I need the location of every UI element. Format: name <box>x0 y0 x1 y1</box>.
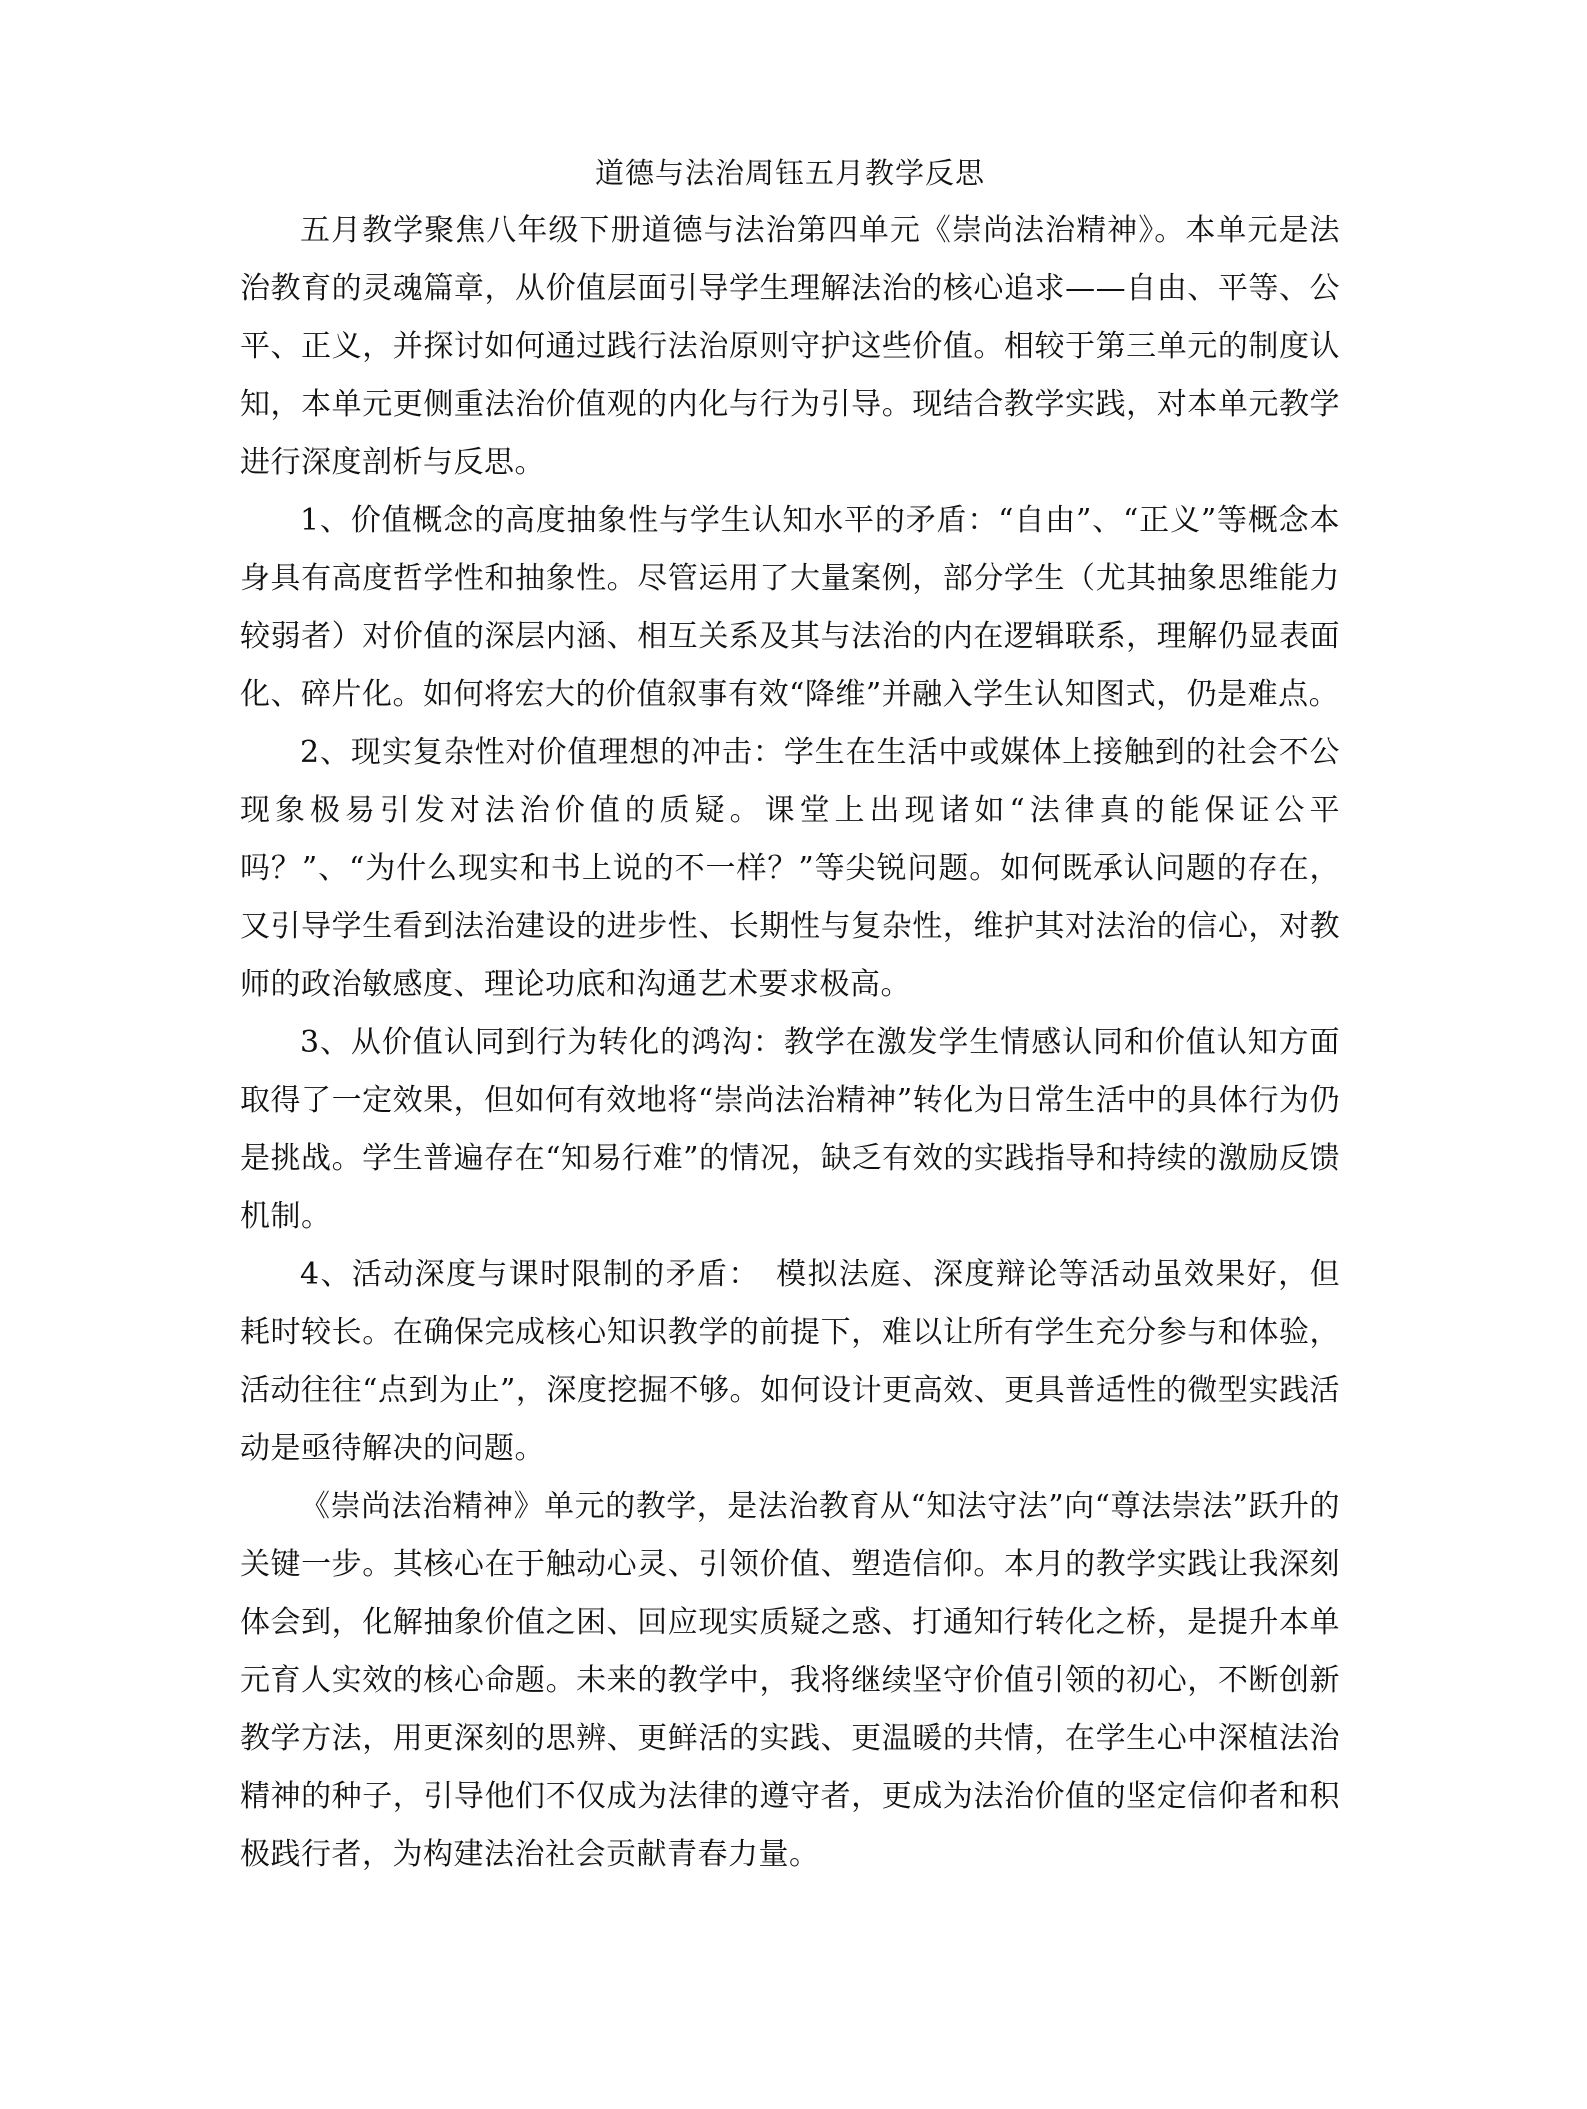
document-body <box>240 150 1340 1884</box>
intro-paragraph: 五月教学聚焦八年级下册道德与法治第四单元《崇尚法治精神》。本单元是法治教育的灵魂篇章，从价值层面引导学生理解法治的核心追求——自由、平等、公平、正义，并探讨如何通过践行法治原则守护这些价值。相较于第三单元的制度认知，本单元更侧重法治价值观的内化与行为引导。现结合教学实践，对本单元教学进行深度剖析与反思。 <box>240 213 1340 480</box>
point-2-paragraph: 2、现实复杂性对价值理想的冲击：学生在生活中或媒体上接触到的社会不公现象极易引发对法治价值的质疑。课堂上出现诸如“法律真的能保证公平吗？”、“为什么现实和书上说的不一样？”等尖锐问题。如何既承认问题的存在，又引导学生看到法治建设的进步性、长期性与复杂性，维护其对法治的信心，对教师的政治敏感度、理论功底和沟通艺术要求极高。 <box>240 735 1340 1002</box>
point-3-paragraph: 3、从价值认同到行为转化的鸿沟：教学在激发学生情感认同和价值认知方面取得了一定效果，但如何有效地将“崇尚法治精神”转化为日常生活中的具体行为仍是挑战。学生普遍存在“知易行难”的情况，缺乏有效的实践指导和持续的激励反馈机制。 <box>240 1025 1340 1234</box>
document-title: 道德与法治周钰五月教学反思 <box>594 156 985 190</box>
conclusion-paragraph: 《崇尚法治精神》单元的教学，是法治教育从“知法守法”向“尊法崇法”跃升的关键一步。其核心在于触动心灵、引领价值、塑造信仰。本月的教学实践让我深刻体会到，化解抽象价值之困、回应现实质疑之惑、打通知行转化之桥，是提升本单元育人实效的核心命题。未来的教学中，我将继续坚守价值引领的初心，不断创新教学方法，用更深刻的思辨、更鲜活的实践、更温暖的共情，在学生心中深植法治精神的种子，引导他们不仅成为法律的遵守者，更成为法治价值的坚定信仰者和积极践行者，为构建法治社会贡献青春力量。 <box>240 1489 1340 1872</box>
point-4-paragraph: 4、活动深度与课时限制的矛盾： 模拟法庭、深度辩论等活动虽效果好，但耗时较长。在确保完成核心知识教学的前提下，难以让所有学生充分参与和体验，活动往往“点到为止”，深度挖掘不够。如何设计更高效、更具普适性的微型实践活动是亟待解决的问题。 <box>240 1257 1340 1466</box>
point-1-paragraph: 1、价值概念的高度抽象性与学生认知水平的矛盾：“自由”、“正义”等概念本身具有高度哲学性和抽象性。尽管运用了大量案例，部分学生（尤其抽象思维能力较弱者）对价值的深层内涵、相互关系及其与法治的内在逻辑联系，理解仍显表面化、碎片化。如何将宏大的价值叙事有效“降维”并融入学生认知图式，仍是难点。 <box>240 503 1340 712</box>
